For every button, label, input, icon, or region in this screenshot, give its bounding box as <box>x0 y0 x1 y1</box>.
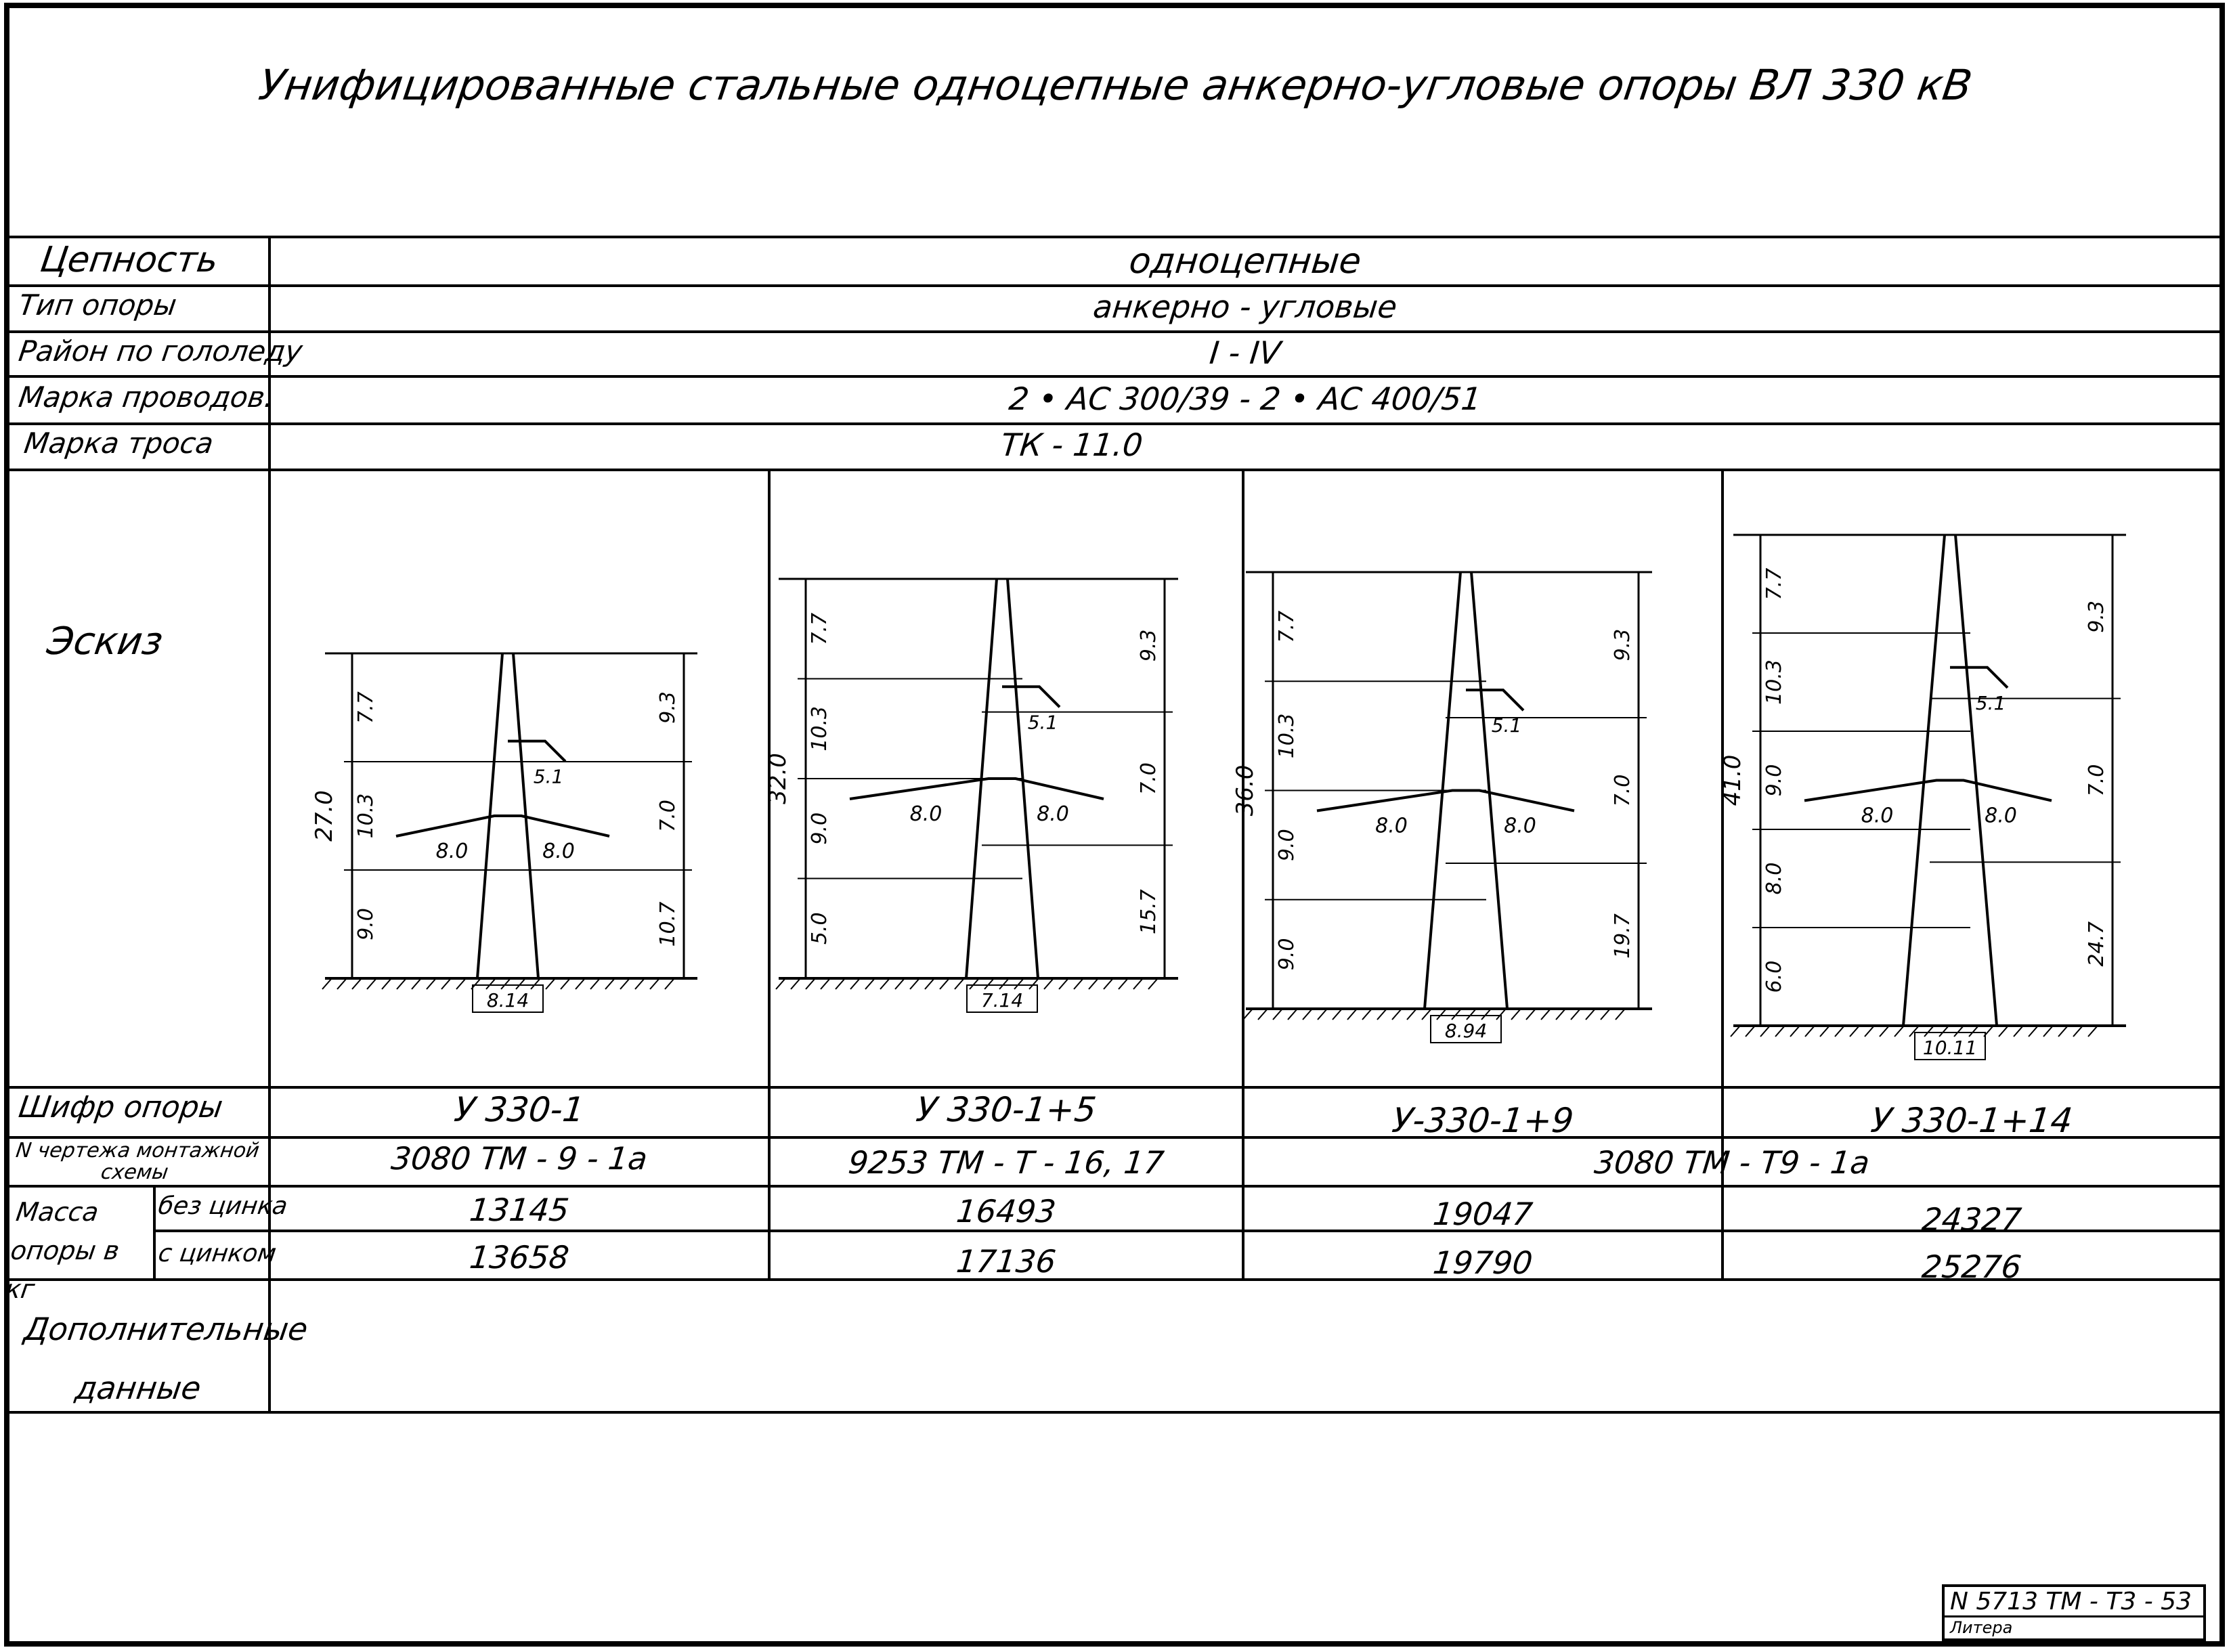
tower-left-dim-label: 9.0 <box>354 908 378 940</box>
ground-hatch <box>836 978 845 989</box>
label-conductor: Марка проводов. <box>16 381 276 414</box>
ground-hatch <box>806 978 815 989</box>
ground-hatch <box>1556 1009 1565 1020</box>
ground-hatch <box>2088 1026 2098 1037</box>
ground-hatch <box>397 978 406 989</box>
support-code-4: У 330-1+14 <box>1869 1101 2075 1140</box>
ground-hatch <box>1133 978 1143 989</box>
label-drawing-no: N чертежа монтажной схемы <box>14 1139 261 1184</box>
tower-top-arm <box>1002 687 1060 707</box>
tower-base-label: 10.11 <box>1922 1037 1978 1059</box>
tower-right-dim-label: 10.7 <box>656 901 680 947</box>
tower-right-dim-label: 7.0 <box>2085 764 2108 797</box>
ground-hatch <box>1894 1026 1904 1037</box>
ground-hatch <box>1481 1009 1491 1020</box>
value-support-type: анкерно - угловые <box>1091 288 1399 325</box>
ground-hatch <box>427 978 436 989</box>
ground-hatch <box>1089 978 1098 989</box>
tower-main-arm <box>396 816 609 836</box>
tower-height-label: 32.0 <box>764 753 792 804</box>
ground-hatch <box>1850 1026 1859 1037</box>
tower-top-arm-label: 5.1 <box>1975 691 2006 714</box>
tower-left-dim-label: 9.0 <box>808 812 831 845</box>
value-cable: ТК - 11.0 <box>999 427 1145 463</box>
ground-hatch <box>1347 1009 1357 1020</box>
ground-hatch <box>1746 1026 1755 1037</box>
ground-hatch <box>576 978 585 989</box>
tower-top-arm-label: 5.1 <box>1491 714 1522 737</box>
ground-hatch <box>1526 1009 1536 1020</box>
tower-main-arm <box>1804 781 2052 801</box>
mass-no-zinc-4: 24327 <box>1920 1201 2024 1238</box>
label-no-zinc: без цинка <box>156 1192 290 1220</box>
ground-hatch <box>322 978 332 989</box>
ground-hatch <box>1119 978 1128 989</box>
ground-hatch <box>1258 1009 1268 1020</box>
mass-with-zinc-3: 19790 <box>1431 1244 1535 1281</box>
title-stamp <box>1942 1584 2206 1641</box>
ground-hatch <box>1452 1009 1461 1020</box>
ground-hatch <box>1880 1026 1889 1037</box>
tower-arm-label-right: 8.0 <box>542 840 575 863</box>
drawing-no-shared: 3080 ТМ - Т9 - 1а <box>1593 1144 1871 1181</box>
support-code-2: У 330-1+5 <box>914 1090 1098 1129</box>
ground-hatch <box>1362 1009 1372 1020</box>
tower-arm-label-right: 8.0 <box>1504 814 1536 838</box>
tower-right-dim-label: 7.0 <box>1611 774 1634 807</box>
stamp-number: N 5713 ТМ - Т3 - 53 <box>1950 1588 2192 1615</box>
page-title: Унифицированные стальные одноцепные анкерно-угловые опоры ВЛ 330 кВ <box>255 60 1976 110</box>
ground-hatch <box>412 978 421 989</box>
ground-hatch <box>561 978 570 989</box>
ground-hatch <box>850 978 860 989</box>
mass-with-zinc-1: 13658 <box>467 1239 571 1276</box>
ground-hatch <box>352 978 362 989</box>
label-additional: Дополнительные данные <box>22 1311 311 1407</box>
ground-hatch <box>456 978 466 989</box>
ground-hatch <box>1760 1026 1770 1037</box>
tower-left-dim-label: 6.0 <box>1762 960 1786 993</box>
ground-hatch <box>382 978 391 989</box>
mass-no-zinc-2: 16493 <box>954 1193 1058 1230</box>
tower-main-arm <box>850 779 1104 799</box>
ground-hatch <box>1104 978 1113 989</box>
tower-top-arm-label: 5.1 <box>1027 711 1058 734</box>
ground-hatch <box>2029 1026 2038 1037</box>
ground-hatch <box>665 978 674 989</box>
ground-hatch <box>984 978 994 989</box>
tower-left-dim-label: 7.7 <box>354 691 378 724</box>
tower-right-dim-label: 7.0 <box>656 800 680 832</box>
label-mass: Масса опоры в кг <box>3 1197 122 1304</box>
ground-hatch <box>546 978 555 989</box>
ground-hatch <box>821 978 830 989</box>
tower-main-arm <box>1317 791 1574 811</box>
tower-base-label: 8.94 <box>1444 1020 1488 1042</box>
ground-hatch <box>1939 1026 1949 1037</box>
ground-hatch <box>1288 1009 1297 1020</box>
ground-hatch <box>1074 978 1083 989</box>
ground-hatch <box>1273 1009 1282 1020</box>
ground-hatch <box>1805 1026 1815 1037</box>
ground-hatch <box>1541 1009 1551 1020</box>
ground-hatch <box>2043 1026 2053 1037</box>
ground-hatch <box>1243 1009 1253 1020</box>
ground-hatch <box>590 978 600 989</box>
label-with-zinc: с цинком <box>156 1240 278 1267</box>
ground-hatch <box>1835 1026 1844 1037</box>
value-ice-region: I - IV <box>1207 334 1283 371</box>
tower-right-dim-label: 9.3 <box>1611 628 1634 661</box>
label-code: Шифр опоры <box>16 1090 225 1125</box>
tower-height-label: 36.0 <box>1232 764 1259 817</box>
support-code-1: У 330-1 <box>452 1090 586 1129</box>
tower-right-dim-label: 15.7 <box>1137 889 1161 935</box>
stamp-sheet-label: Литера <box>1950 1618 2013 1637</box>
tower-top-arm <box>508 741 565 762</box>
value-conductor: 2 • АС 300/39 - 2 • АС 400/51 <box>1007 381 1483 417</box>
tower-arm-label-left: 8.0 <box>1861 804 1894 828</box>
ground-hatch <box>605 978 615 989</box>
mass-with-zinc-4: 25276 <box>1920 1248 2024 1285</box>
tower-right-dim-label: 19.7 <box>1611 913 1634 959</box>
tower-right-dim-label: 9.3 <box>656 691 680 724</box>
ground-hatch <box>895 978 905 989</box>
ground-hatch <box>1511 1009 1521 1020</box>
ground-hatch <box>1571 1009 1580 1020</box>
tower-sketch-1 <box>322 653 697 1012</box>
ground-hatch <box>955 978 964 989</box>
drawing-no-2: 9253 ТМ - Т - 16, 17 <box>846 1144 1166 1181</box>
ground-hatch <box>1422 1009 1431 1020</box>
tower-right-dim-label: 7.0 <box>1137 762 1161 795</box>
ground-hatch <box>337 978 347 989</box>
ground-hatch <box>1318 1009 1327 1020</box>
tower-base-label: 7.14 <box>980 989 1024 1012</box>
drawing-no-1: 3080 ТМ - 9 - 1а <box>389 1140 649 1177</box>
ground-hatch <box>650 978 659 989</box>
ground-hatch <box>1820 1026 1829 1037</box>
tower-sketch-3 <box>1243 572 1652 1043</box>
ground-hatch <box>441 978 451 989</box>
tower-height-label: 27.0 <box>311 790 338 842</box>
ground-hatch <box>865 978 875 989</box>
ground-hatch <box>1377 1009 1387 1020</box>
ground-hatch <box>2073 1026 2083 1037</box>
ground-hatch <box>1616 1009 1625 1020</box>
tower-right-dim-label: 9.3 <box>1137 629 1161 662</box>
ground-hatch <box>1601 1009 1610 1020</box>
ground-hatch <box>2058 1026 2068 1037</box>
ground-hatch <box>1467 1009 1476 1020</box>
ground-hatch <box>1586 1009 1595 1020</box>
ground-hatch <box>970 978 979 989</box>
tower-top-arm-label: 5.1 <box>533 765 564 788</box>
tower-left-dim-label: 7.7 <box>808 612 831 645</box>
tower-height-label: 41.0 <box>1719 754 1746 806</box>
ground-hatch <box>1775 1026 1785 1037</box>
ground-hatch <box>1392 1009 1402 1020</box>
tower-left-dim-label: 10.3 <box>1275 713 1299 759</box>
tower-sketch-2 <box>776 579 1178 1012</box>
ground-hatch <box>1865 1026 1874 1037</box>
ground-hatch <box>1148 978 1158 989</box>
tower-sketch-4 <box>1731 535 2126 1060</box>
tower-arm-label-right: 8.0 <box>1985 804 2017 828</box>
tower-left-dim-label: 10.3 <box>1762 659 1786 705</box>
tower-left-dim-label: 9.0 <box>1762 764 1786 797</box>
ground-hatch <box>1924 1026 1934 1037</box>
tower-left-dim-label: 7.7 <box>1762 567 1786 601</box>
ground-hatch <box>620 978 630 989</box>
ground-hatch <box>2014 1026 2023 1037</box>
ground-hatch <box>776 978 785 989</box>
tower-left-dim-label: 10.3 <box>808 705 831 752</box>
tower-arm-label-right: 8.0 <box>1037 802 1069 826</box>
tower-arm-label-left: 8.0 <box>1375 814 1408 838</box>
ground-hatch <box>1999 1026 2008 1037</box>
tower-left-dim-label: 9.0 <box>1275 829 1299 861</box>
tower-right-dim-label: 9.3 <box>2085 600 2108 633</box>
tower-base-label: 8.14 <box>486 989 529 1012</box>
mass-with-zinc-2: 17136 <box>954 1243 1058 1280</box>
ground-hatch <box>531 978 540 989</box>
ground-hatch <box>925 978 934 989</box>
tower-left-dim-label: 8.0 <box>1762 862 1786 895</box>
ground-hatch <box>367 978 376 989</box>
ground-hatch <box>1969 1026 1978 1037</box>
tower-arm-label-left: 8.0 <box>909 802 943 826</box>
label-sketch: Эскиз <box>44 620 166 664</box>
mass-no-zinc-3: 19047 <box>1431 1196 1535 1232</box>
ground-hatch <box>999 978 1009 989</box>
tower-top-arm <box>1466 690 1523 710</box>
tower-right-dim-label: 24.7 <box>2085 921 2108 967</box>
ground-hatch <box>1790 1026 1800 1037</box>
support-code-3: У-330-1+9 <box>1390 1101 1576 1140</box>
ground-hatch <box>501 978 511 989</box>
ground-hatch <box>940 978 949 989</box>
ground-hatch <box>1044 978 1054 989</box>
ground-hatch <box>486 978 496 989</box>
tower-arm-label-left: 8.0 <box>435 840 469 863</box>
label-cable: Марка троса <box>22 427 216 460</box>
label-circuit: Цепность <box>37 240 221 280</box>
tower-left-dim-label: 7.7 <box>1275 610 1299 643</box>
tower-top-arm <box>1950 668 2008 688</box>
ground-hatch <box>1059 978 1068 989</box>
ground-hatch <box>1303 1009 1312 1020</box>
value-circuit: одноцепные <box>1127 241 1364 282</box>
ground-hatch <box>880 978 890 989</box>
ground-hatch <box>1407 1009 1416 1020</box>
ground-hatch <box>516 978 525 989</box>
ground-hatch <box>1954 1026 1964 1037</box>
ground-hatch <box>1014 978 1024 989</box>
tower-left-dim-label: 5.0 <box>808 912 831 945</box>
tower-left-dim-label: 10.3 <box>354 793 378 839</box>
tower-left-dim-label: 9.0 <box>1275 938 1299 971</box>
mass-no-zinc-1: 13145 <box>467 1192 571 1228</box>
ground-hatch <box>1437 1009 1446 1020</box>
ground-hatch <box>1333 1009 1342 1020</box>
label-support-type: Тип опоры <box>16 288 179 322</box>
ground-hatch <box>791 978 800 989</box>
ground-hatch <box>1731 1026 1740 1037</box>
label-ice-region: Район по гололеду <box>16 334 305 368</box>
ground-hatch <box>910 978 919 989</box>
ground-hatch <box>635 978 645 989</box>
